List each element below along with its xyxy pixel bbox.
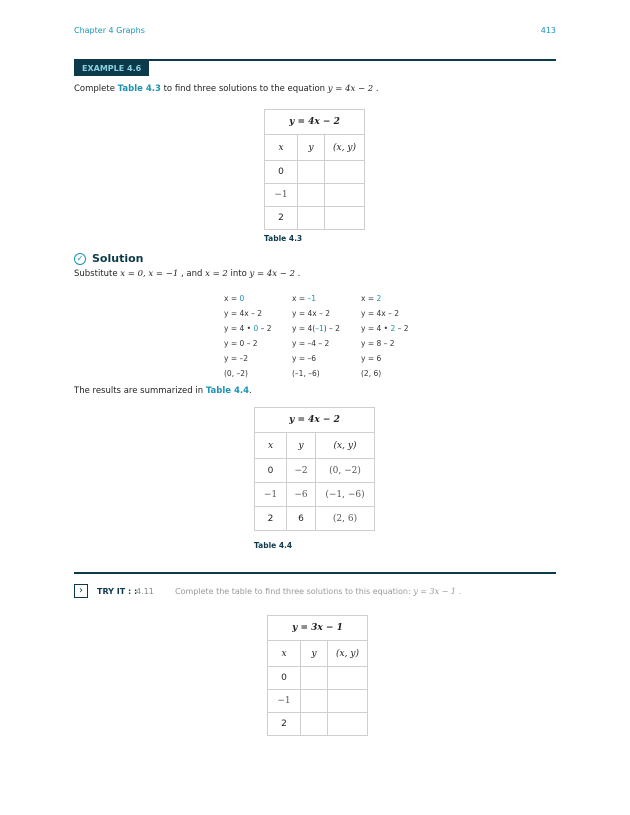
step-x: x = –1 — [292, 294, 317, 303]
cell-x: −1 — [255, 483, 287, 507]
cell-x: 0 — [255, 459, 287, 483]
intro-end: . — [373, 84, 379, 94]
table-row — [265, 161, 365, 184]
header-y: y — [287, 433, 316, 459]
chapter-header: Chapter 4 Graphs — [74, 26, 145, 35]
sub-end: . — [294, 269, 301, 279]
step-l1: y = 4x – 2 — [361, 309, 399, 318]
header-x: x — [265, 135, 298, 161]
cell-y[interactable] — [301, 713, 328, 736]
step-l4: y = –2 — [224, 354, 249, 363]
cell-x: 0 — [268, 667, 301, 690]
table-row — [255, 483, 375, 507]
table-row — [268, 690, 368, 713]
cell-y[interactable] — [301, 667, 328, 690]
intro-post: to find three solutions to the equation — [160, 84, 328, 94]
try-it-text: Complete the table to find three solutions to this equation: y = 3x − 1 . — [175, 587, 462, 596]
table-title: y = 4x − 2 — [255, 408, 375, 433]
cell-x: 2 — [265, 207, 298, 230]
table-4-4-link[interactable]: Table 4.4 — [205, 386, 250, 396]
cell-xy — [325, 207, 365, 230]
header-x: x — [268, 641, 301, 667]
table-title: y = 4x − 2 — [265, 110, 365, 135]
step-l1: y = 4x – 2 — [292, 309, 330, 318]
cell-xy: (2, 6) — [316, 507, 375, 531]
table-row — [268, 713, 368, 736]
try-it-number: 4.11 — [136, 587, 154, 596]
header-xy: (x, y) — [328, 641, 368, 667]
example-badge: EXAMPLE 4.6 — [74, 61, 149, 76]
cell-y — [298, 207, 325, 230]
header-xy: (x, y) — [316, 433, 375, 459]
try-it-table — [267, 615, 368, 736]
step-l3: y = –4 – 2 — [292, 339, 330, 348]
try-it-label: TRY IT : : — [97, 587, 138, 596]
table-title: y = 3x − 1 — [268, 616, 368, 641]
table-row — [255, 459, 375, 483]
intro-pre: Complete — [74, 84, 118, 94]
summary-text — [74, 386, 252, 396]
header-xy: (x, y) — [325, 135, 365, 161]
sub-eq: y = 4x − 2 — [249, 269, 295, 279]
header-y: y — [301, 641, 328, 667]
cell-y: 6 — [287, 507, 316, 531]
step-l4: y = 6 — [361, 354, 382, 363]
example-intro — [74, 84, 379, 94]
step-l1: y = 4x – 2 — [224, 309, 262, 318]
table-row — [268, 667, 368, 690]
cell-x: 0 — [265, 161, 298, 184]
intro-equation: y = 4x − 2 — [327, 84, 374, 94]
step-l3: y = 0 – 2 — [224, 339, 258, 348]
step-l4: y = –6 — [292, 354, 317, 363]
page-number: 413 — [540, 26, 556, 35]
cell-y[interactable] — [301, 690, 328, 713]
cell-x: −1 — [268, 690, 301, 713]
sub-into: into — [227, 269, 250, 279]
header-y: y — [298, 135, 325, 161]
cell-x: 2 — [255, 507, 287, 531]
cell-xy[interactable] — [328, 713, 368, 736]
step-l2: y = 4 • 2 – 2 — [361, 324, 409, 333]
solution-title: Solution — [92, 252, 144, 265]
step-point: (–1, –6) — [292, 369, 320, 378]
check-circle-icon: ✓ — [74, 253, 86, 265]
table-4-4-caption: Table 4.4 — [254, 541, 293, 550]
try-it-rule — [74, 572, 556, 574]
substitute-text — [74, 269, 300, 279]
table-4-3 — [264, 109, 365, 230]
cell-xy — [325, 161, 365, 184]
cell-y — [298, 161, 325, 184]
table-row — [255, 507, 375, 531]
cell-y: −6 — [287, 483, 316, 507]
table-4-3-link[interactable]: Table 4.3 — [117, 84, 161, 94]
step-l2: y = 4(–1) – 2 — [292, 324, 340, 333]
summary-pre: The results are summarized in — [74, 386, 206, 396]
step-point: (0, –2) — [224, 369, 248, 378]
step-l2: y = 4 • 0 – 2 — [224, 324, 272, 333]
cell-xy: (0, −2) — [316, 459, 375, 483]
table-row — [265, 184, 365, 207]
cell-y: −2 — [287, 459, 316, 483]
table-4-4 — [254, 407, 375, 531]
table-4-3-caption: Table 4.3 — [264, 234, 303, 243]
table-row — [265, 207, 365, 230]
summary-end: . — [249, 386, 252, 396]
sub-and: , and — [178, 269, 206, 279]
cell-xy[interactable] — [328, 690, 368, 713]
sub-pre: Substitute — [74, 269, 121, 279]
cell-xy[interactable] — [328, 667, 368, 690]
cell-xy — [325, 184, 365, 207]
header-x: x — [255, 433, 287, 459]
chevron-right-icon[interactable]: › — [74, 584, 88, 598]
step-l3: y = 8 – 2 — [361, 339, 395, 348]
step-x: x = 0 — [224, 294, 245, 303]
sub-vals: x = 0, x = −1 — [120, 269, 179, 279]
cell-y — [298, 184, 325, 207]
sub-last: x = 2 — [205, 269, 228, 279]
cell-x: 2 — [268, 713, 301, 736]
cell-xy: (−1, −6) — [316, 483, 375, 507]
step-x: x = 2 — [361, 294, 382, 303]
cell-x: −1 — [265, 184, 298, 207]
step-point: (2, 6) — [361, 369, 382, 378]
